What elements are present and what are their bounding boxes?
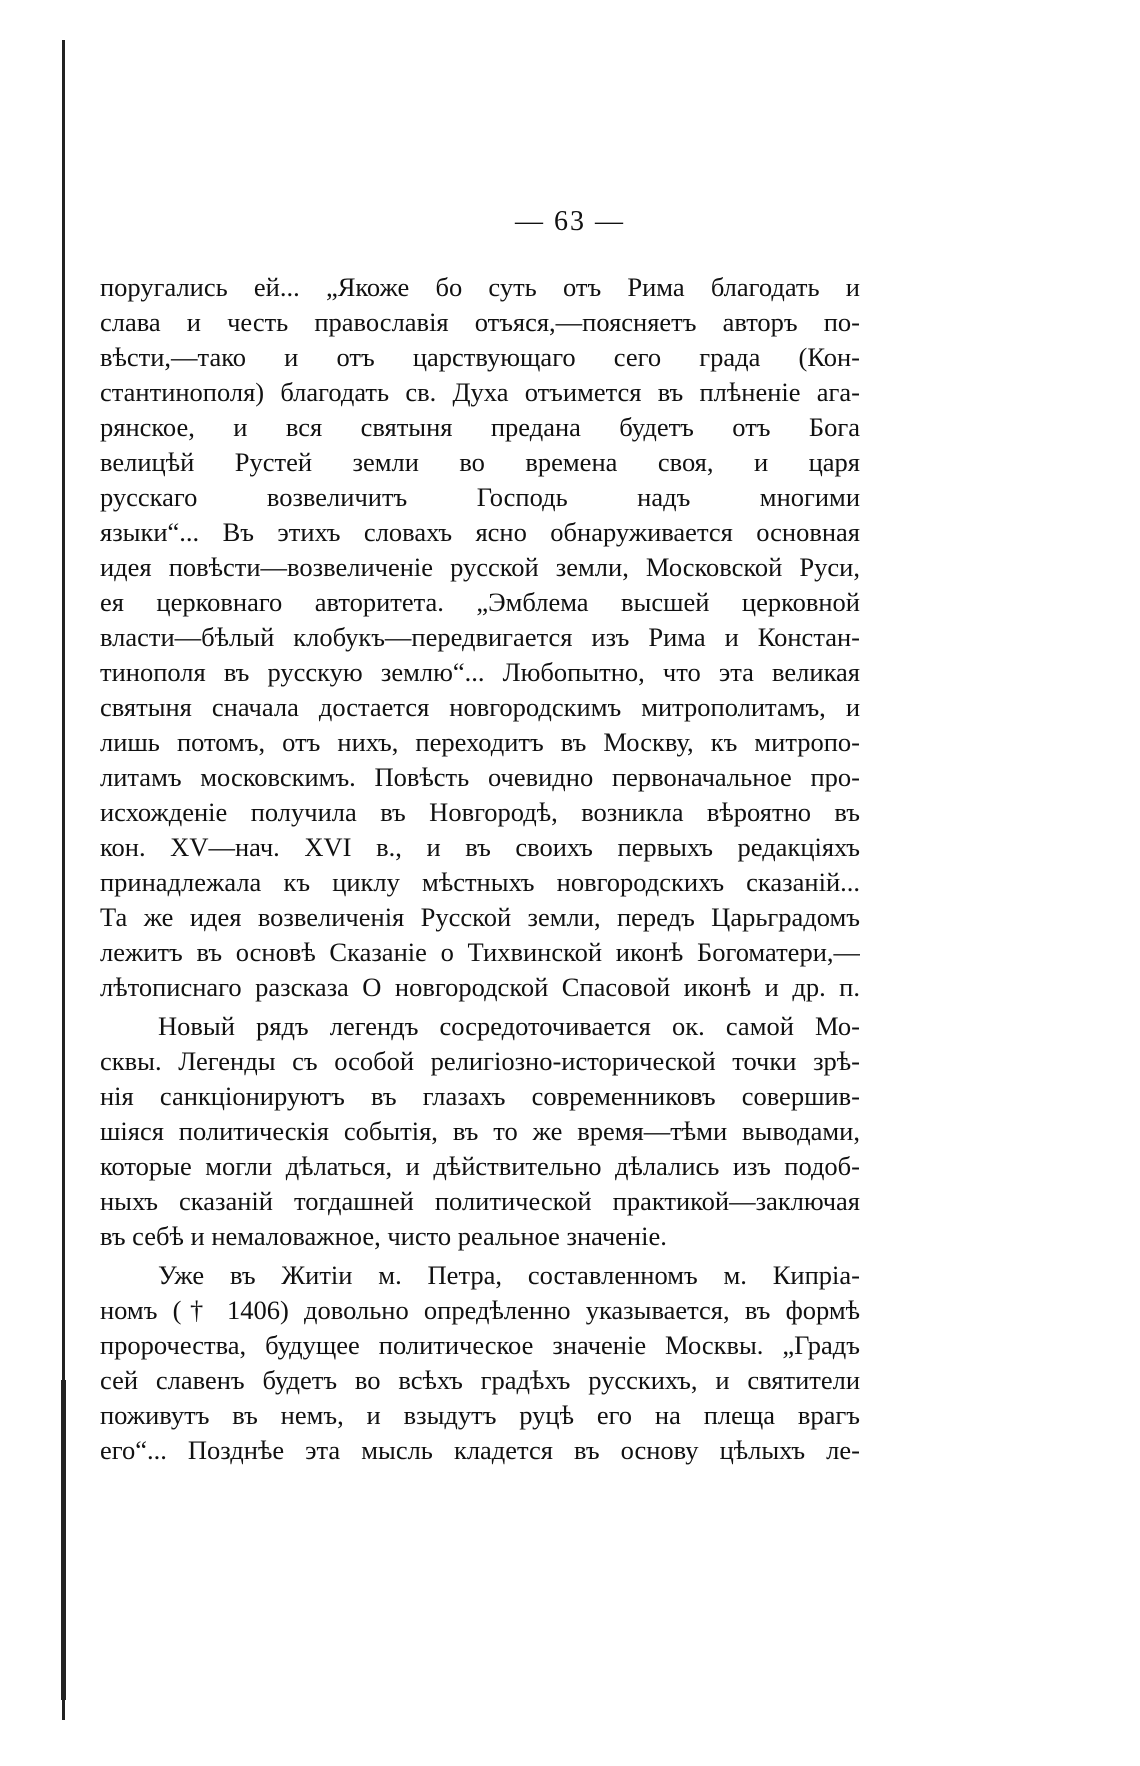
text-line: стантинополя) благодать св. Духа отъимется въ плѣненіе ага- bbox=[100, 377, 860, 407]
text-line: номъ († 1406) довольно опредѣленно указывается, въ формѣ bbox=[100, 1295, 860, 1325]
text-line: власти—бѣлый клобукъ—передвигается изъ Рима и Констан- bbox=[100, 622, 860, 652]
paragraph-1 bbox=[100, 270, 860, 1005]
text-line: ныхъ сказаній тогдашней политической практикой—заключая bbox=[100, 1186, 860, 1216]
text-line: литамъ московскимъ. Повѣсть очевидно первоначальное про- bbox=[100, 762, 860, 792]
paragraph-3 bbox=[100, 1258, 860, 1468]
text-line: Новый рядъ легендъ сосредоточивается ок. самой Мо- bbox=[158, 1011, 860, 1041]
text-line: лѣтописнаго разсказа О новгородской Спасовой иконѣ и др. п. bbox=[100, 972, 860, 1002]
text-line: святыня сначала достается новгородскимъ митрополитамъ, и bbox=[100, 692, 860, 722]
text-line: которые могли дѣлаться, и дѣйствительно дѣлались изъ подоб- bbox=[100, 1151, 860, 1181]
text-line: лежитъ въ основѣ Сказаніе о Тихвинской иконѣ Богоматери,— bbox=[100, 937, 860, 967]
text-line: слава и честь православія отъяся,—поясняетъ авторъ по- bbox=[100, 307, 860, 337]
text-line: языки“... Въ этихъ словахъ ясно обнаруживается основная bbox=[100, 517, 860, 547]
text-line: Уже въ Житіи м. Петра, составленномъ м. Кипріа- bbox=[158, 1260, 860, 1290]
page-binding-edge-dark bbox=[61, 1380, 66, 1700]
body-text bbox=[100, 270, 860, 1468]
text-line: кон. XV—нач. XVI в., и въ своихъ первыхъ редакціяхъ bbox=[100, 832, 860, 862]
text-line: велицѣй Рустей земли во времена своя, и царя bbox=[100, 447, 860, 477]
text-line: поругались ей... „Якоже бо суть отъ Рима благодать и bbox=[100, 272, 860, 302]
text-line: въ себѣ и немаловажное, чисто реальное значеніе. bbox=[100, 1221, 667, 1251]
text-line: его“... Позднѣе эта мысль кладется въ основу цѣлыхъ ле- bbox=[100, 1435, 860, 1465]
text-line: ея церковнаго авторитета. „Эмблема высшей церковной bbox=[100, 587, 860, 617]
text-line: исхожденіе получила въ Новгородѣ, возникла вѣроятно въ bbox=[100, 797, 860, 827]
text-line: принадлежала къ циклу мѣстныхъ новгородскихъ сказаній... bbox=[100, 867, 860, 897]
page-number: — 63 — bbox=[515, 206, 625, 237]
text-line: Та же идея возвеличенія Русской земли, передъ Царьградомъ bbox=[100, 902, 860, 932]
text-line: сей славенъ будетъ во всѣхъ градѣхъ русскихъ, и святители bbox=[100, 1365, 860, 1395]
text-line: русскаго возвеличитъ Господь надъ многими bbox=[100, 482, 860, 512]
text-line: вѣсти,—тако и отъ царствующаго сего града (Кон- bbox=[100, 342, 860, 372]
text-line: шіяся политическія событія, въ то же время—тѣми выводами, bbox=[100, 1116, 860, 1146]
text-line: пророчества, будущее политическое значеніе Москвы. „Градъ bbox=[100, 1330, 860, 1360]
text-line: тинополя въ русскую землю“... Любопытно, что эта великая bbox=[100, 657, 860, 687]
text-line: поживутъ въ немъ, и взыдутъ руцѣ его на плеща врагъ bbox=[100, 1400, 860, 1430]
text-line: лишь потомъ, отъ нихъ, переходитъ въ Москву, къ митропо- bbox=[100, 727, 860, 757]
text-line: рянское, и вся святыня предана будетъ отъ Бога bbox=[100, 412, 860, 442]
paragraph-2 bbox=[100, 1009, 860, 1254]
text-line: сквы. Легенды съ особой религіозно-исторической точки зрѣ- bbox=[100, 1046, 860, 1076]
text-line: идея повѣсти—возвеличеніе русской земли, Московской Руси, bbox=[100, 552, 860, 582]
text-line: нія санкціонируютъ въ глазахъ современниковъ совершив- bbox=[100, 1081, 860, 1111]
